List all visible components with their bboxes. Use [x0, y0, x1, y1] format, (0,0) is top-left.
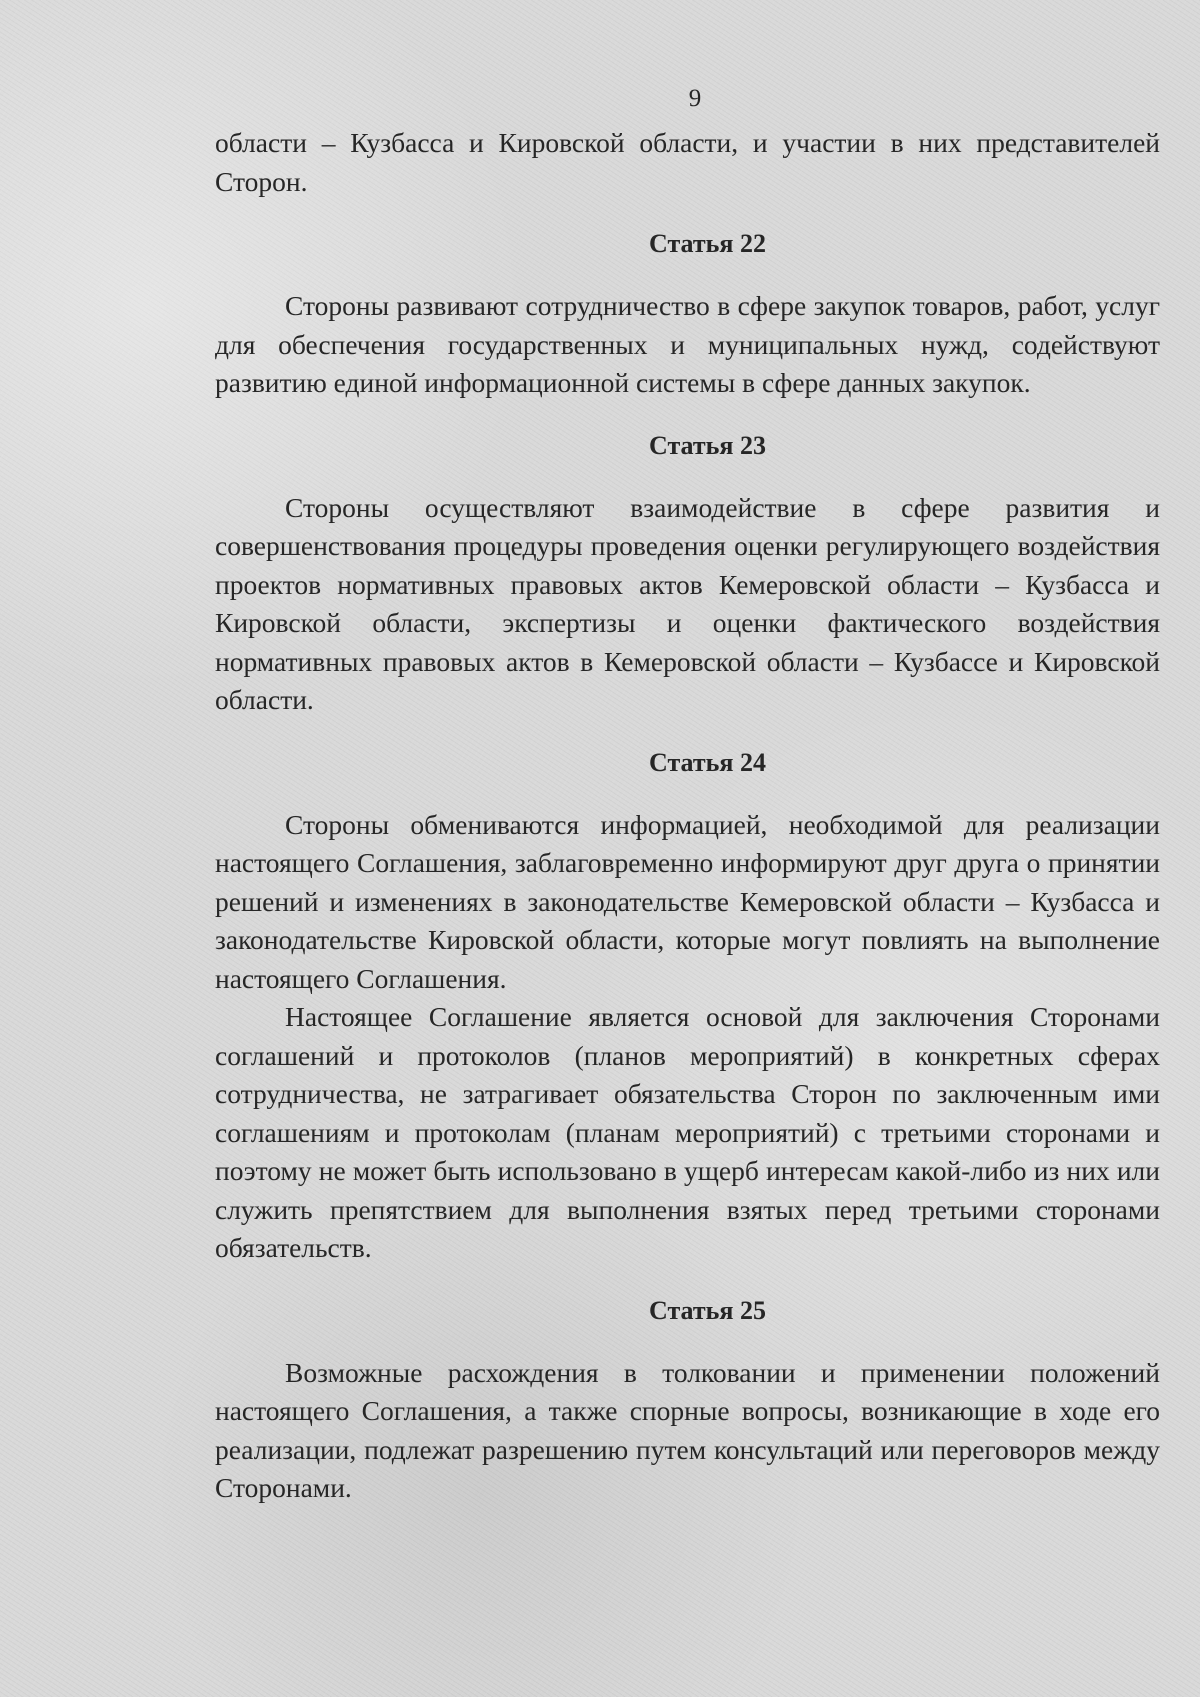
- document-body: [215, 124, 1160, 1508]
- article-24-heading: Статья 24: [649, 747, 766, 777]
- article-25-heading: Статья 25: [649, 1295, 766, 1325]
- article-23-heading: Статья 23: [649, 430, 766, 460]
- article-25-paragraph-1: Возможные расхождения в толковании и применении положений настоящего Соглашения, а также спорные вопросы, возникающие в ходе его реализации, подлежат разрешению путем консультаций или переговоров между Сторонами.: [215, 1356, 1160, 1503]
- article-22-heading: Статья 22: [649, 229, 766, 258]
- article-22-paragraph-1: Стороны развивают сотрудничество в сфере закупок товаров, работ, услуг для обеспечения государственных и муниципальных нужд, содействуют развитию единой информационной системы в сфере данных закупок.: [215, 290, 1160, 398]
- article-23-paragraph-1: Стороны осуществляют взаимодействие в сфере развития и совершенствования процедуры проведения оценки регулирующего воздействия проектов нормативных правовых актов Кемеровской области – Кузбасса и Кировской области, экспертизы и оценки фактического воздействия нормативных правовых актов в Кемеровской области – Кузбассе и Кировской области.: [215, 491, 1160, 715]
- continuation-paragraph: области – Кузбасса и Кировской области, и участии в них представителей Сторон.: [215, 127, 1160, 197]
- article-24-paragraph-2: Настоящее Соглашение является основой для заключения Сторонами соглашений и протоколов (планов мероприятий) в конкретных сферах сотрудничества, не затрагивает обязательства Сторон по заключенным ими соглашениям и протоколам (планам мероприятий) с третьими сторонами и поэтому не может быть использовано в ущерб интересам какой-либо из них или служить препятствием для выполнения взятых перед третьими сторонами обязательств.: [215, 1001, 1160, 1263]
- article-24-paragraph-1: Стороны обмениваются информацией, необходимой для реализации настоящего Соглашения, заблаговременно информируют друг друга о принятии решений и изменениях в законодательстве Кемеровской области – Кузбасса и законодательстве Кировской области, которые могут повлиять на выполнение настоящего Соглашения.: [215, 808, 1160, 994]
- page-number: 9: [688, 85, 702, 112]
